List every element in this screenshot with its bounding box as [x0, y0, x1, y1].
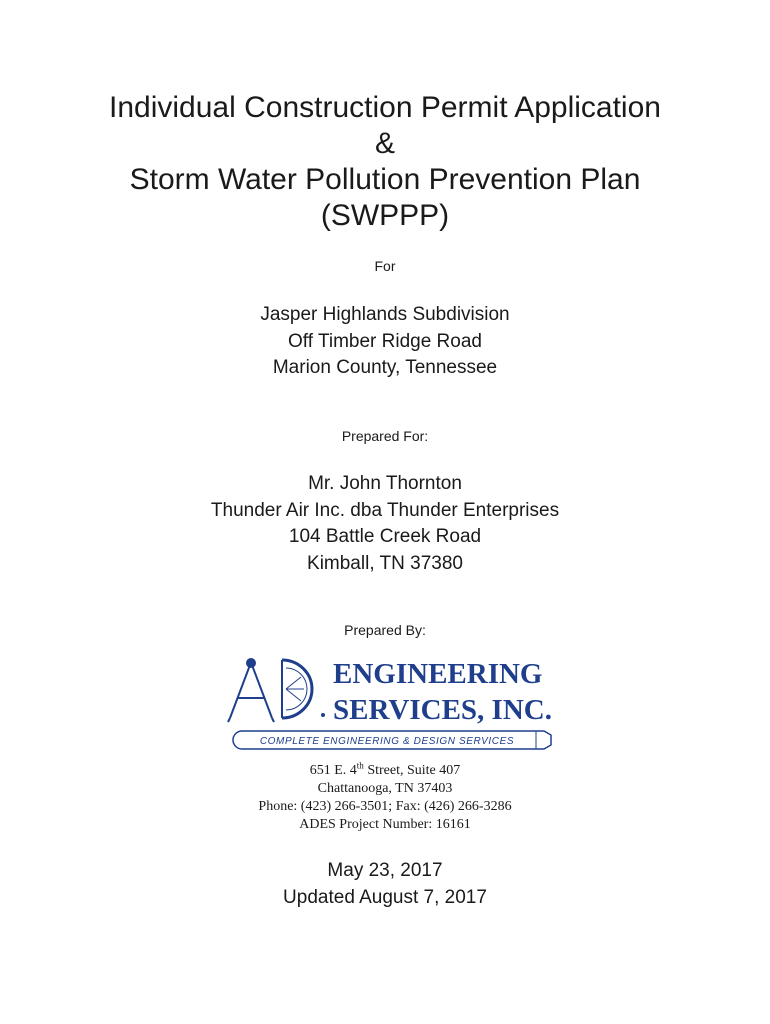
firm-project-number: ADES Project Number: 16161	[299, 817, 471, 832]
document-dates	[0, 858, 770, 911]
firm-address	[0, 762, 770, 834]
company-logo	[226, 652, 556, 754]
title-ampersand: &	[374, 127, 395, 160]
firm-street	[0, 762, 770, 780]
client-city: Kimball, TN 37380	[307, 552, 463, 574]
firm-street-suffix: Street, Suite 407	[363, 763, 461, 778]
original-date: May 23, 2017	[327, 860, 443, 881]
title-line-3: Storm Water Pollution Prevention Plan	[129, 163, 641, 196]
logo-tagline: COMPLETE ENGINEERING & DESIGN SERVICES	[259, 736, 515, 747]
firm-street-superscript: th	[356, 760, 364, 771]
prepared-for-label: Prepared For:	[341, 428, 429, 444]
client-street: 104 Battle Creek Road	[288, 526, 482, 547]
firm-phone-fax: Phone: (423) 266-3501; Fax: (426) 266-3286	[258, 799, 512, 814]
prepared-by-label: Prepared By:	[344, 622, 426, 638]
project-road: Off Timber Ridge Road	[288, 330, 482, 352]
for-label: For	[374, 258, 396, 274]
title-acronym: (SWPPP)	[320, 199, 450, 232]
firm-city: Chattanooga, TN 37403	[317, 781, 453, 796]
firm-street-prefix: 651 E. 4	[309, 763, 357, 778]
project-name: Jasper Highlands Subdivision	[260, 304, 510, 325]
document-title	[0, 90, 770, 234]
client-company: Thunder Air Inc. dba Thunder Enterprises	[210, 499, 560, 521]
project-info	[0, 302, 770, 382]
logo-line-2: SERVICES, INC.	[333, 694, 552, 726]
project-county: Marion County, Tennessee	[272, 357, 498, 378]
client-info	[0, 471, 770, 577]
title-line-1: Individual Construction Permit Application	[109, 91, 661, 124]
updated-date: Updated August 7, 2017	[283, 886, 487, 908]
logo-line-1: ENGINEERING	[333, 658, 543, 690]
client-contact: Mr. John Thornton	[308, 473, 462, 494]
